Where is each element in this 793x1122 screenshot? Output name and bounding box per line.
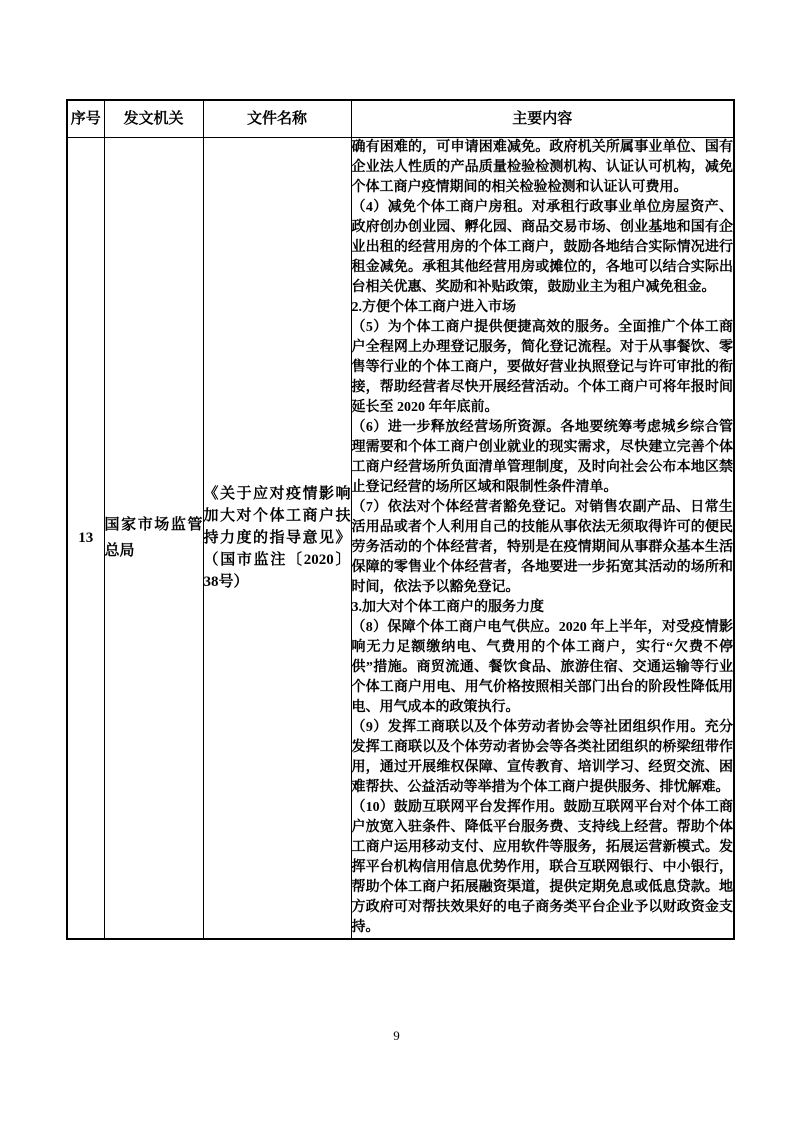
- content-paragraph: （6）进一步释放经营场所资源。各地要统筹考虑城乡综合管理需要和个体工商户创业就业的现实需求，尽快建立完善个体工商户经营场所负面清单管理制度，及时向社会公布本地区禁止登记经营的场所区域和限制性条件清单。: [351, 420, 733, 495]
- table-header-row: [67, 100, 734, 138]
- content-paragraph: 确有困难的，可申请困难减免。政府机关所属事业单位、国有企业法人性质的产品质量检验检测机构、认证认可机构，减免个体工商户疫情期间的相关检验检测和认证认可费用。: [351, 140, 733, 195]
- page-number: 9: [393, 1028, 400, 1043]
- content-paragraph: （5）为个体工商户提供便捷高效的服务。全面推广个体工商户全程网上办理登记服务，简化登记流程。对于从事餐饮、零售等行业的个体工商户，要做好营业执照登记与许可审批的衔接，帮助经营者尽快开展经营活动。个体工商户可将年报时间延长至 2020 年年底前。: [351, 320, 733, 415]
- content-paragraph: （9）发挥工商联以及个体劳动者协会等社团组织作用。充分发挥工商联以及个体劳动者协会等各类社团组织的桥梁纽带作用，通过开展维权保障、宣传教育、培训学习、经贸交流、困难帮扶、公益活动等举措为个体工商户提供服务、排忧解难。: [351, 720, 733, 795]
- column-header-serial: 序号: [67, 100, 104, 138]
- content-paragraph: 2.方便个体工商户进入市场: [351, 300, 516, 315]
- column-header-content: 主要内容: [351, 100, 734, 138]
- content-paragraph: （8）保障个体工商户电气供应。2020 年上半年，对受疫情影响无力足额缴纳电、气费用的个体工商户，实行“欠费不停供”措施。商贸流通、餐饮食品、旅游住宿、交通运输等行业个体工商户用电、用气价格按照相关部门出台的阶段性降低用电、用气成本的政策执行。: [351, 620, 733, 715]
- content-paragraph: （10）鼓励互联网平台发挥作用。鼓励互联网平台对个体工商户放宽入驻条件、降低平台服务费、支持线上经营。帮助个体工商户运用移动支付、应用软件等服务，拓展运营新模式。发挥平台机构信用信息优势作用，联合互联网银行、中小银行，帮助个体工商户拓展融资渠道，提供定期免息或低息贷款。地方政府可对帮扶效果好的电子商务类平台企业予以财政资金支持。: [351, 800, 733, 935]
- cell-issuing-authority: 国家市场监管总局: [104, 138, 203, 940]
- cell-serial-number: 13: [67, 138, 104, 940]
- cell-document-name: 《关于应对疫情影响加大对个体工商户扶持力度的指导意见》（国市监注〔2020〕38号）: [203, 138, 351, 940]
- column-header-authority: 发文机关: [104, 100, 203, 138]
- content-paragraph: 3.加大对个体工商户的服务力度: [351, 600, 544, 615]
- table-row: [67, 138, 734, 940]
- policy-table: [66, 99, 735, 940]
- column-header-document: 文件名称: [203, 100, 351, 138]
- content-paragraph: （7）依法对个体经营者豁免登记。对销售农副产品、日常生活用品或者个人利用自己的技能从事依法无须取得许可的便民劳务活动的个体经营者，特别是在疫情期间从事群众基本生活保障的零售业个体经营者，各地要进一步拓宽其活动的场所和时间，依法予以豁免登记。: [351, 500, 733, 595]
- content-paragraph: （4）减免个体工商户房租。对承租行政事业单位房屋资产、政府创办创业园、孵化园、商品交易市场、创业基地和国有企业出租的经营用房的个体工商户，鼓励各地结合实际情况进行租金减免。承租其他经营用房或摊位的，各地可以结合实际出台相关优惠、奖励和补贴政策，鼓励业主为租户减免租金。: [351, 200, 733, 295]
- cell-main-content: [351, 138, 734, 940]
